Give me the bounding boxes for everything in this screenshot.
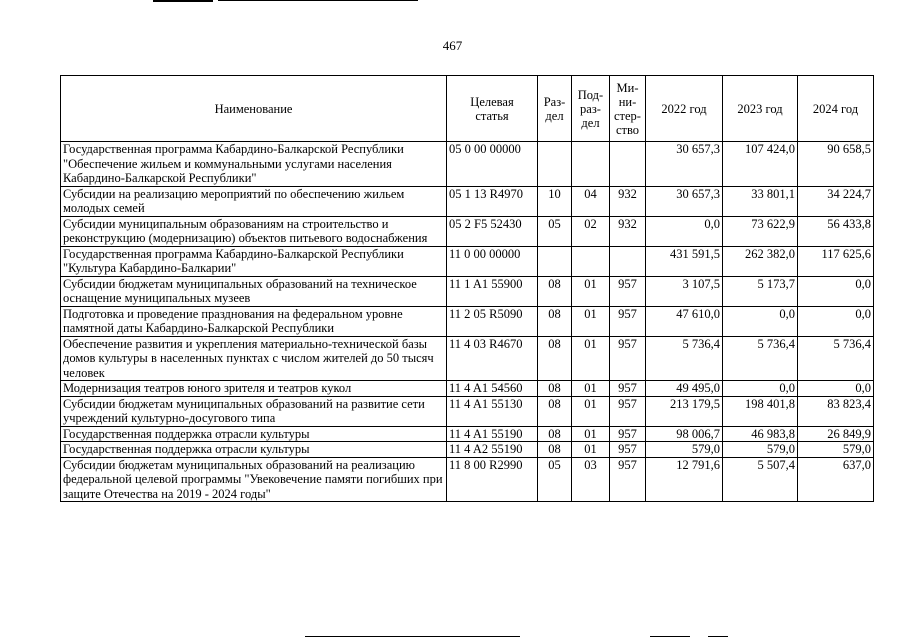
table-row	[61, 216, 874, 246]
row-section: 08	[538, 396, 572, 426]
row-target-code: 11 4 A2 55190	[447, 442, 538, 458]
row-target-code: 05 0 00 00000	[447, 142, 538, 187]
row-2024: 34 224,7	[798, 186, 874, 216]
row-2022: 431 591,5	[646, 246, 723, 276]
row-target-code: 05 1 13 R4970	[447, 186, 538, 216]
row-target-code: 11 4 A1 55190	[447, 426, 538, 442]
row-ministry: 957	[610, 396, 646, 426]
table-row	[61, 246, 874, 276]
row-2024: 0,0	[798, 276, 874, 306]
row-subsection: 03	[572, 457, 610, 502]
row-section: 08	[538, 336, 572, 381]
row-ministry: 932	[610, 186, 646, 216]
row-2024: 26 849,9	[798, 426, 874, 442]
header-ministry-line: ни-	[618, 94, 637, 109]
row-2024: 579,0	[798, 442, 874, 458]
header-section	[538, 76, 572, 142]
header-name: Наименование	[61, 76, 447, 142]
row-2024: 117 625,6	[798, 246, 874, 276]
row-2022: 12 791,6	[646, 457, 723, 502]
row-2024: 0,0	[798, 381, 874, 397]
row-subsection: 01	[572, 396, 610, 426]
header-ministry-line: стер-	[614, 108, 641, 123]
header-subsection-line: раз-	[580, 101, 601, 116]
row-subsection: 02	[572, 216, 610, 246]
scan-artifact-line	[305, 636, 520, 637]
row-ministry: 957	[610, 336, 646, 381]
header-year-2023: 2023 год	[723, 76, 798, 142]
header-subsection-line: Под-	[577, 87, 604, 102]
row-ministry: 957	[610, 442, 646, 458]
row-2023: 46 983,8	[723, 426, 798, 442]
row-name: Субсидии на реализацию мероприятий по обеспечению жильем молодых семей	[61, 186, 447, 216]
row-name: Государственная программа Кабардино-Балкарской Республики "Культура Кабардино-Балкарии"	[61, 246, 447, 276]
header-target-article	[447, 76, 538, 142]
row-name: Субсидии муниципальным образованиям на строительство и реконструкцию (модернизацию) объектов питьевого водоснабжения	[61, 216, 447, 246]
row-2022: 30 657,3	[646, 142, 723, 187]
scan-artifact-line	[153, 0, 213, 2]
header-ministry-line: ство	[615, 122, 640, 137]
row-section: 08	[538, 381, 572, 397]
row-2023: 0,0	[723, 381, 798, 397]
scan-artifact-line	[218, 0, 418, 1]
header-ministry	[610, 76, 646, 142]
header-subsection-line: дел	[581, 115, 600, 130]
row-subsection: 01	[572, 276, 610, 306]
row-2022: 579,0	[646, 442, 723, 458]
row-2023: 33 801,1	[723, 186, 798, 216]
row-2023: 198 401,8	[723, 396, 798, 426]
row-section: 05	[538, 216, 572, 246]
header-year-2022: 2022 год	[646, 76, 723, 142]
row-2022: 3 107,5	[646, 276, 723, 306]
row-subsection: 01	[572, 306, 610, 336]
row-target-code: 11 4 A1 55130	[447, 396, 538, 426]
row-ministry: 957	[610, 457, 646, 502]
header-year-2024: 2024 год	[798, 76, 874, 142]
row-2024: 0,0	[798, 306, 874, 336]
table-row	[61, 276, 874, 306]
row-ministry	[610, 142, 646, 187]
row-2022: 213 179,5	[646, 396, 723, 426]
header-section-line: дел	[545, 108, 564, 123]
row-section: 08	[538, 442, 572, 458]
row-2023: 107 424,0	[723, 142, 798, 187]
table-row	[61, 186, 874, 216]
row-section: 08	[538, 276, 572, 306]
table-row	[61, 457, 874, 502]
row-target-code: 05 2 F5 52430	[447, 216, 538, 246]
row-2023: 5 173,7	[723, 276, 798, 306]
header-ministry-line: Ми-	[616, 80, 639, 95]
table-row	[61, 442, 874, 458]
row-2023: 579,0	[723, 442, 798, 458]
row-2023: 262 382,0	[723, 246, 798, 276]
row-target-code: 11 0 00 00000	[447, 246, 538, 276]
row-target-code: 11 1 A1 55900	[447, 276, 538, 306]
row-2024: 90 658,5	[798, 142, 874, 187]
row-2022: 30 657,3	[646, 186, 723, 216]
row-2022: 49 495,0	[646, 381, 723, 397]
row-2024: 83 823,4	[798, 396, 874, 426]
row-name: Субсидии бюджетам муниципальных образований на развитие сети учреждений культурно-досугового типа	[61, 396, 447, 426]
row-subsection	[572, 142, 610, 187]
row-subsection	[572, 246, 610, 276]
row-2023: 0,0	[723, 306, 798, 336]
table-row	[61, 426, 874, 442]
row-section	[538, 246, 572, 276]
row-section: 05	[538, 457, 572, 502]
header-target-line: Целевая	[470, 94, 514, 109]
table-row	[61, 396, 874, 426]
header-section-line: Раз-	[543, 94, 566, 109]
row-name: Подготовка и проведение празднования на федеральном уровне памятной даты Кабардино-Балкарской Республики	[61, 306, 447, 336]
row-2023: 5 736,4	[723, 336, 798, 381]
row-subsection: 01	[572, 336, 610, 381]
row-section: 10	[538, 186, 572, 216]
row-section: 08	[538, 306, 572, 336]
row-2024: 5 736,4	[798, 336, 874, 381]
row-ministry: 957	[610, 426, 646, 442]
budget-table	[60, 75, 874, 502]
row-name: Модернизация театров юного зрителя и театров кукол	[61, 381, 447, 397]
row-2024: 637,0	[798, 457, 874, 502]
table-row	[61, 306, 874, 336]
row-target-code: 11 8 00 R2990	[447, 457, 538, 502]
row-2022: 0,0	[646, 216, 723, 246]
row-subsection: 01	[572, 442, 610, 458]
table-row	[61, 142, 874, 187]
header-subsection	[572, 76, 610, 142]
row-name: Государственная программа Кабардино-Балкарской Республики "Обеспечение жильем и коммунальными услугами населения Кабардино-Балкарской Республики"	[61, 142, 447, 187]
row-ministry: 957	[610, 381, 646, 397]
row-2023: 5 507,4	[723, 457, 798, 502]
scan-artifact-line	[708, 636, 728, 637]
table-row	[61, 381, 874, 397]
row-target-code: 11 4 03 R4670	[447, 336, 538, 381]
row-name: Государственная поддержка отрасли культуры	[61, 442, 447, 458]
page-number: 467	[442, 38, 463, 53]
row-name: Субсидии бюджетам муниципальных образований на реализацию федеральной целевой программы "Увековечение памяти погибших при защите Отечества на 2019 - 2024 годы"	[61, 457, 447, 502]
row-ministry	[610, 246, 646, 276]
row-name: Субсидии бюджетам муниципальных образований на техническое оснащение муниципальных музеев	[61, 276, 447, 306]
row-section	[538, 142, 572, 187]
row-ministry: 957	[610, 276, 646, 306]
scan-artifact-line	[650, 636, 690, 637]
row-target-code: 11 4 A1 54560	[447, 381, 538, 397]
row-target-code: 11 2 05 R5090	[447, 306, 538, 336]
row-ministry: 932	[610, 216, 646, 246]
row-name: Государственная поддержка отрасли культуры	[61, 426, 447, 442]
header-target-line: статья	[475, 108, 509, 123]
row-ministry: 957	[610, 306, 646, 336]
row-name: Обеспечение развития и укрепления материально-технической базы домов культуры в населенных пунктах с числом жителей до 50 тысяч человек	[61, 336, 447, 381]
row-section: 08	[538, 426, 572, 442]
row-2024: 56 433,8	[798, 216, 874, 246]
row-subsection: 04	[572, 186, 610, 216]
row-subsection: 01	[572, 381, 610, 397]
table-row	[61, 336, 874, 381]
row-2022: 98 006,7	[646, 426, 723, 442]
row-subsection: 01	[572, 426, 610, 442]
table-header-row	[61, 76, 874, 142]
row-2022: 5 736,4	[646, 336, 723, 381]
row-2023: 73 622,9	[723, 216, 798, 246]
row-2022: 47 610,0	[646, 306, 723, 336]
